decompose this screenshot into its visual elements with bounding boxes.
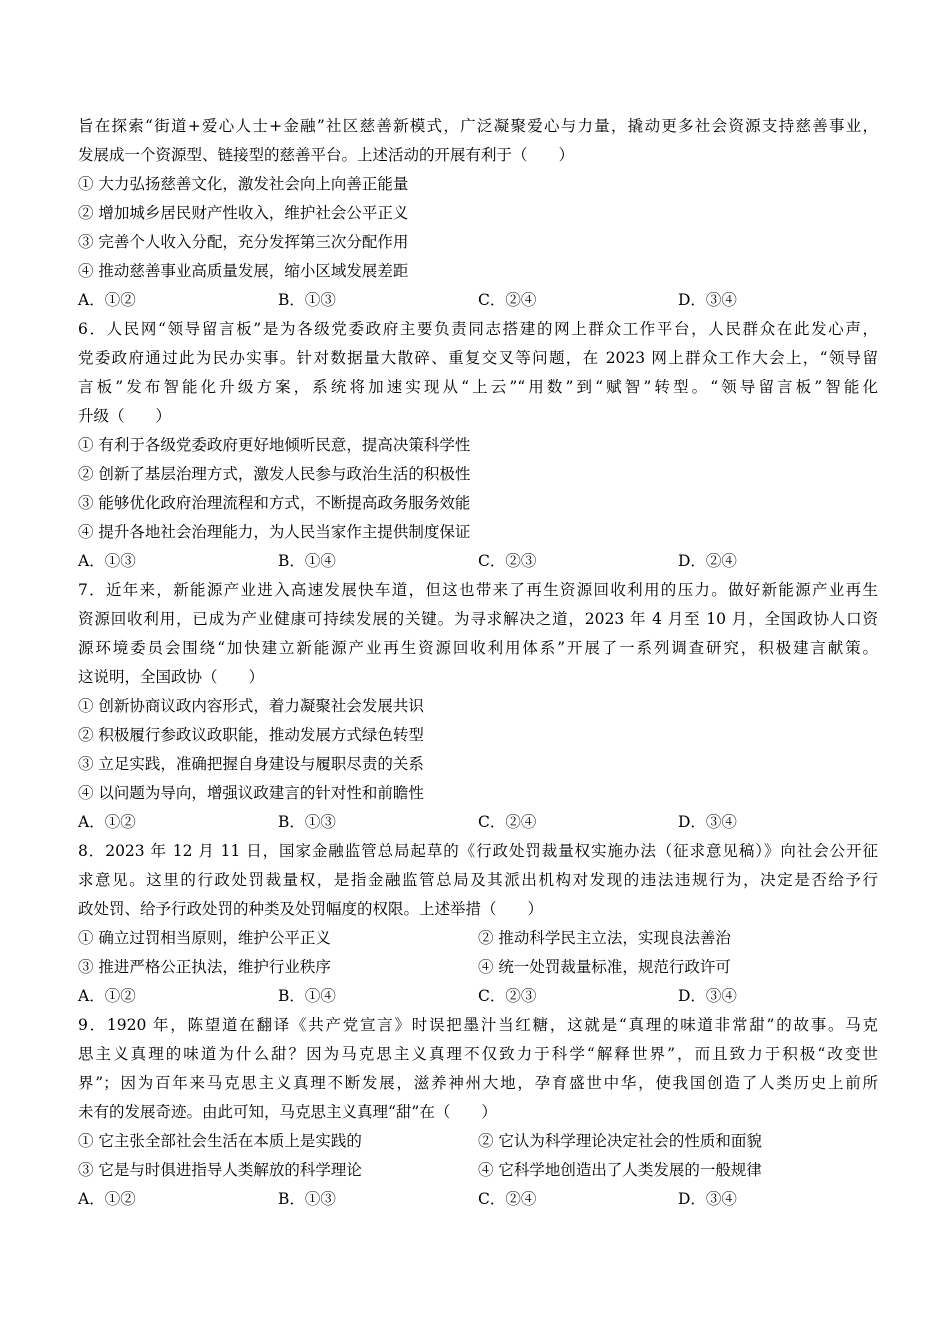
question-9-statement-4: ④ 它科学地创造出了人类发展的一般规律 [478,1161,762,1179]
question-5-stem-line: 旨在探索“街道+爱心人士+金融”社区慈善新模式，广泛凝聚爱心与力量，撬动更多社会资源支持慈善事业， [78,117,878,135]
question-8-statement-2: ② 推动科学民主立法，实现良法善治 [478,929,731,947]
question-7-option-c[interactable]: C．②④ [478,813,537,831]
question-6-stem-line: 6．人民网“领导留言板”是为各级党委政府主要负责同志搭建的网上群众工作平台，人民群众在此发心声， [78,320,878,338]
question-6-statement-3: ③ 能够优化政府治理流程和方式，不断提高政务服务效能 [78,494,471,512]
question-9-option-a[interactable]: A．①② [78,1190,136,1208]
question-9-statement-3: ③ 它是与时俱进指导人类解放的科学理论 [78,1161,362,1179]
question-9-option-c[interactable]: C．②④ [478,1190,537,1208]
question-5-stem-line: 发展成一个资源型、链接型的慈善平台。上述活动的开展有利于（ ） [78,146,575,164]
question-7-stem-line: 这说明，全国政协（ ） [78,668,265,686]
question-5 [78,112,878,315]
question-9-stem-line: 界”；因为百年来马克思主义真理不断发展，滋养神州大地，孕育盛世中华，使我国创造了人类历史上前所 [78,1074,878,1092]
question-7-option-b[interactable]: B．①③ [278,813,336,831]
question-6-option-a[interactable]: A．①③ [78,552,136,570]
question-9-stem-line: 9．1920 年，陈望道在翻译《共产党宣言》时误把墨汁当红糖，这就是“真理的味道非常甜”的故事。马克 [78,1016,878,1034]
question-7-stem-line: 资源回收利用，已成为产业健康可持续发展的关键。为寻求解决之道，2023 年 4 月至 10 月，全国政协人口资 [78,610,878,628]
question-9 [78,1011,878,1214]
question-9-option-b[interactable]: B．①③ [278,1190,336,1208]
question-7-statement-3: ③ 立足实践，准确把握自身建设与履职尽责的关系 [78,755,424,773]
question-9-stem-line: 未有的发展奇迹。由此可知，马克思主义真理“甜”在（ ） [78,1103,497,1121]
question-6-statement-2: ② 创新了基层治理方式，激发人民参与政治生活的积极性 [78,465,471,483]
question-6-options [78,547,878,576]
question-6-stem-line: 言板”发布智能化升级方案，系统将加速实现从“上云”“用数”到“赋智”转型。“领导留言板”智能化 [78,378,878,396]
question-8-statement-4: ④ 统一处罚裁量标准，规范行政许可 [478,958,731,976]
question-7-option-d[interactable]: D．③④ [678,813,737,831]
question-6-stem-line: 党委政府通过此为民办实事。针对数据量大散碎、重复交叉等问题，在 2023 网上群众工作大会上，“领导留 [78,349,878,367]
question-6-statement-1: ① 有利于各级党委政府更好地倾听民意，提高决策科学性 [78,436,471,454]
question-8-options [78,982,878,1011]
question-5-option-b[interactable]: B．①③ [278,291,336,309]
question-6 [78,315,878,576]
question-5-statement-1: ① 大力弘扬慈善文化，激发社会向上向善正能量 [78,175,409,193]
question-7-options [78,808,878,837]
question-8-stem-line: 求意见。这里的行政处罚裁量权，是指金融监管总局及其派出机构对发现的违法违规行为，决定是否给予行 [78,871,878,889]
question-8-option-c[interactable]: C．②③ [478,987,537,1005]
question-5-option-d[interactable]: D．③④ [678,291,737,309]
exam-page [78,112,878,1214]
question-9-options [78,1185,878,1214]
question-5-option-c[interactable]: C．②④ [478,291,537,309]
question-5-statement-2: ② 增加城乡居民财产性收入，维护社会公平正义 [78,204,409,222]
question-8-statement-1: ① 确立过罚相当原则，维护公平正义 [78,929,331,947]
question-9-stem-line: 思主义真理的味道为什么甜？因为马克思主义真理不仅致力于科学“解释世界”，而且致力于积极“改变世 [78,1045,878,1063]
question-9-option-d[interactable]: D．③④ [678,1190,737,1208]
question-9-statements-row-2 [78,1156,878,1185]
question-7-statement-4: ④ 以问题为导向，增强议政建言的针对性和前瞻性 [78,784,424,802]
question-5-option-a[interactable]: A．①② [78,291,136,309]
question-8-statements-row-1 [78,924,878,953]
question-6-option-c[interactable]: C．②③ [478,552,537,570]
question-7-statement-2: ② 积极履行参政议政职能，推动发展方式绿色转型 [78,726,424,744]
question-5-statement-3: ③ 完善个人收入分配，充分发挥第三次分配作用 [78,233,409,251]
question-7-stem-line: 7．近年来，新能源产业进入高速发展快车道，但这也带来了再生资源回收利用的压力。做好新能源产业再生 [78,581,878,599]
question-7-stem-line: 源环境委员会围绕“加快建立新能源产业再生资源回收利用体系”开展了一系列调查研究，积极建言献策。 [78,639,878,657]
question-8-option-d[interactable]: D．③④ [678,987,737,1005]
question-7 [78,576,878,837]
question-8 [78,837,878,1011]
question-7-statement-1: ① 创新协商议政内容形式，着力凝聚社会发展共识 [78,697,424,715]
question-8-stem-line: 政处罚、给予行政处罚的种类及处罚幅度的权限。上述举措（ ） [78,900,544,918]
question-6-stem-line: 升级（ ） [78,407,172,425]
question-6-statement-4: ④ 提升各地社会治理能力，为人民当家作主提供制度保证 [78,523,471,541]
question-6-option-b[interactable]: B．①④ [278,552,336,570]
question-9-statement-2: ② 它认为科学理论决定社会的性质和面貌 [478,1132,762,1150]
question-6-option-d[interactable]: D．②④ [678,552,737,570]
question-8-statements-row-2 [78,953,878,982]
question-8-statement-3: ③ 推进严格公正执法，维护行业秩序 [78,958,331,976]
question-9-statement-1: ① 它主张全部社会生活在本质上是实践的 [78,1132,362,1150]
question-8-option-b[interactable]: B．①④ [278,987,336,1005]
question-8-stem-line: 8．2023 年 12 月 11 日，国家金融监管总局起草的《行政处罚裁量权实施办法（征求意见稿）》向社会公开征 [78,842,878,860]
question-5-statement-4: ④ 推动慈善事业高质量发展，缩小区域发展差距 [78,262,409,280]
question-9-statements-row-1 [78,1127,878,1156]
question-5-options [78,286,878,315]
question-7-option-a[interactable]: A．①② [78,813,136,831]
question-8-option-a[interactable]: A．①② [78,987,136,1005]
